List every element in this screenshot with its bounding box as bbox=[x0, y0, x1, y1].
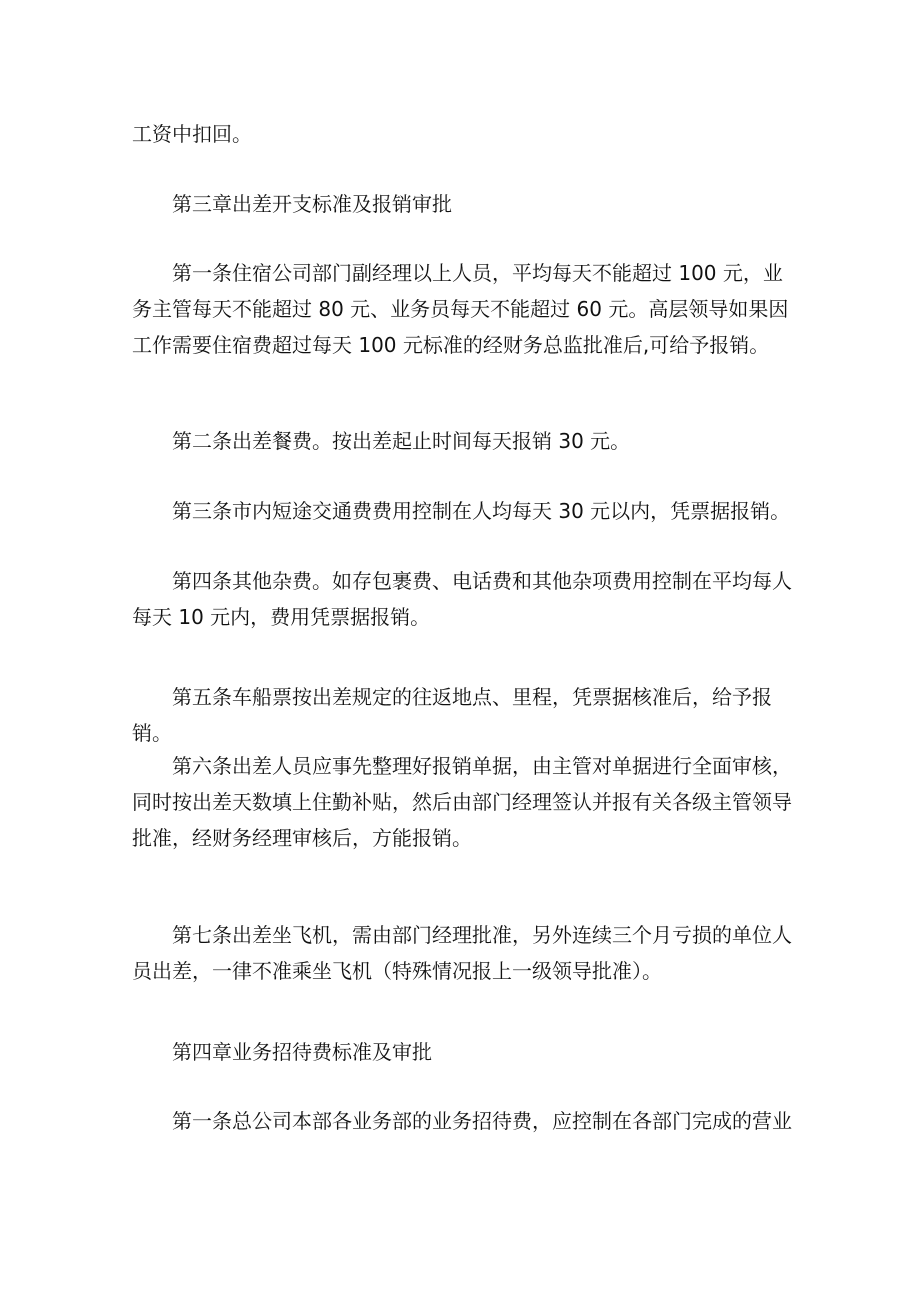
chapter-3-article-7: 第七条出差坐飞机，需由部门经理批准，另外连续三个月亏损的单位人 员出差，一律不准乘坐飞机（特殊情况报上一级领导批准）。 bbox=[132, 923, 792, 983]
chapter-3-article-3: 第三条市内短途交通费费用控制在人均每天 30 元以内，凭票据报销。 bbox=[132, 499, 791, 523]
chapter-4-heading: 第四章业务招待费标准及审批 bbox=[132, 1040, 432, 1064]
chapter-3-article-6: 第六条出差人员应事先整理好报销单据，由主管对单据进行全面审核， 同时按出差天数填上住勤补贴，然后由部门经理签认并报有关各级主管领导 批准，经财务经理审核后，方能报销。 bbox=[132, 754, 792, 850]
chapter-3-article-1: 第一条住宿公司部门副经理以上人员，平均每天不能超过 100 元，业 务主管每天不能超过 80 元、业务员每天不能超过 60 元。高层领导如果因 工作需要住宿费超过每天 100 元标准的经财务总监批准后,可给予报销。 bbox=[132, 261, 789, 357]
chapter-3-article-2: 第二条出差餐费。按出差起止时间每天报销 30 元。 bbox=[132, 429, 631, 453]
chapter-3-article-5: 第五条车船票按出差规定的往返地点、里程，凭票据核准后，给予报销。 bbox=[132, 685, 772, 745]
chapter-3-heading: 第三章出差开支标准及报销审批 bbox=[132, 192, 452, 216]
chapter-4-article-1: 第一条总公司本部各业务部的业务招待费，应控制在各部门完成的营业 bbox=[132, 1109, 792, 1133]
chapter-3-article-4: 第四条其他杂费。如存包裹费、电话费和其他杂项费用控制在平均每人 每天 10 元内，费用凭票据报销。 bbox=[132, 569, 792, 629]
paragraph-continuation: 工资中扣回。 bbox=[132, 122, 252, 146]
